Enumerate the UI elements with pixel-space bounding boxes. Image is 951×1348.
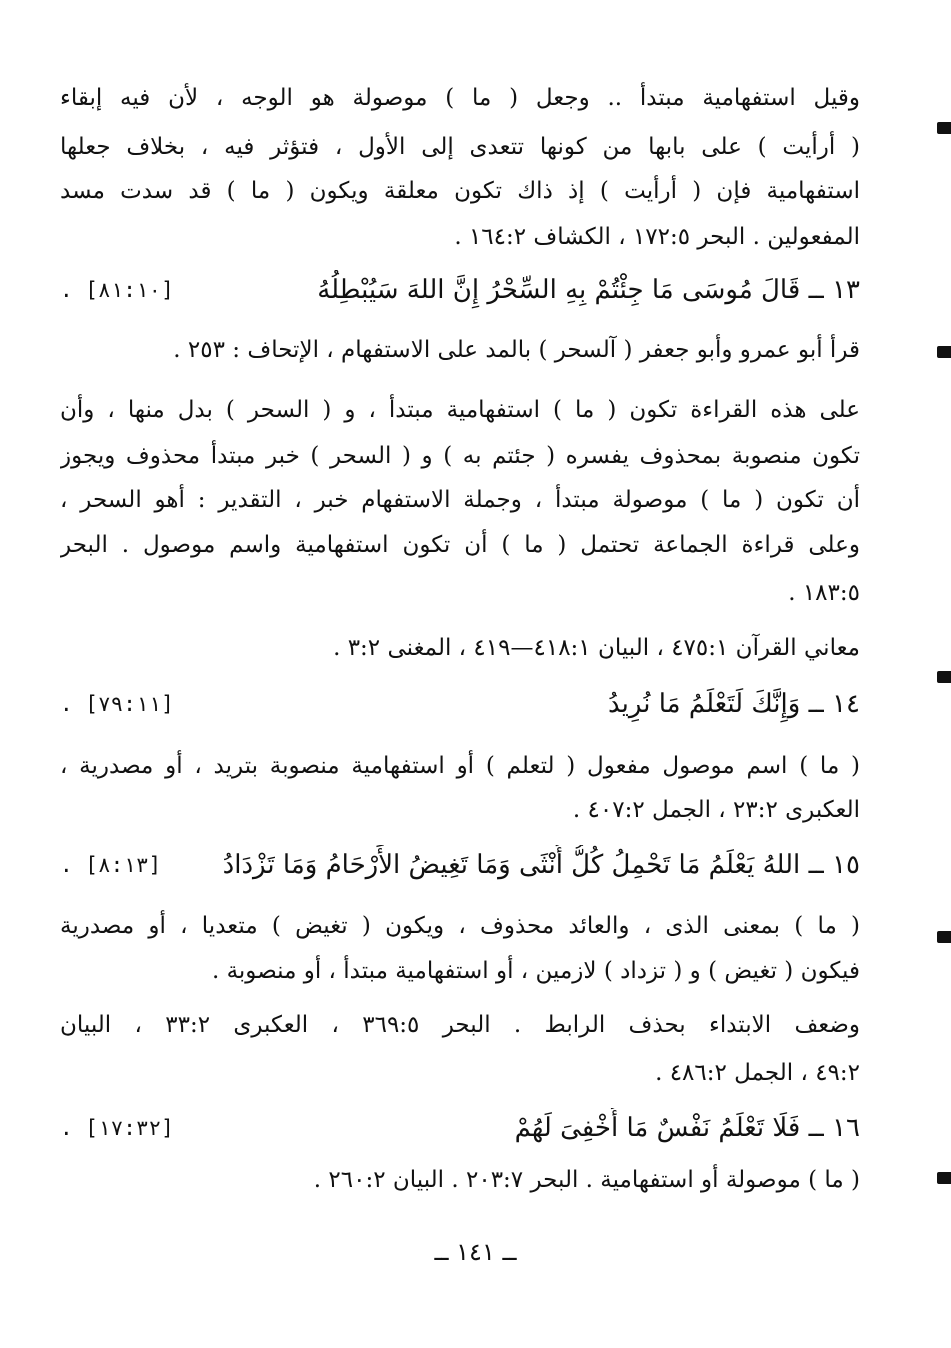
binding-mark (937, 122, 951, 134)
verse-text: اللهُ يَعْلَمُ مَا تَحْمِلُ كُلُّ أُنْثَى وَمَا تَغِيضُ الأَرْحَامُ وَمَا تَزْدَادُ (222, 850, 801, 880)
text-line: المفعولين . البحر ١٧٢:٥ ، الكشاف ١٦٤:٢ . (454, 224, 860, 250)
text-line: على هذه القراءة تكون ( ما ) استفهامية مبتدأ ، و ( السحر ) بدل منها ، وأن (60, 397, 860, 423)
verse-16 (60, 1108, 860, 1148)
binding-mark (937, 931, 951, 943)
text-line: فيكون ( تغيض ) و ( تزداد ) لازمين ، أو استفهامية مبتدأ ، أو منصوبة . (211, 958, 860, 984)
verse-text: وَإِنَّكَ لَتَعْلَمُ مَا نُرِيدُ (608, 689, 801, 719)
binding-mark (937, 346, 951, 358)
verse-15 (60, 845, 860, 885)
verse-reference: . [٨:١٣] (60, 853, 162, 877)
text-line: أن تكون ( ما ) موصولة مبتدأ ، وجملة الاستفهام خبر ، التقدير : أهو السحر ، (60, 487, 860, 513)
text-line: ( أرأيت ) على بابها من كونها تتعدى إلى الأول ، فتؤثر فيه ، بخلاف جعلها (60, 134, 860, 160)
verse-reference: . [٧٩:١١] (60, 692, 174, 716)
text-line: ١٨٣:٥ . (788, 580, 860, 606)
text-line: ٤٩:٢ ، الجمل ٤٨٦:٢ . (655, 1060, 860, 1086)
verse-number: ١٦ ــ (808, 1113, 860, 1143)
binding-mark (937, 1172, 951, 1184)
verse-reference: . [٨١:١٠] (60, 278, 174, 302)
verse-13 (60, 270, 860, 310)
text-line: وضعف الابتداء بحذف الرابط . البحر ٣٦٩:٥ ، العكبرى ٣٣:٢ ، البيان (60, 1012, 860, 1038)
text-line: معاني القرآن ٤٧٥:١ ، البيان ٤١٨:١—٤١٩ ، المغنى ٣:٢ . (333, 635, 860, 661)
text-line: وعلى قراءة الجماعة تحتمل ( ما ) أن تكون استفهامية واسم موصول . البحر (60, 532, 860, 558)
text-line: العكبرى ٢٣:٢ ، الجمل ٤٠٧:٢ . (572, 797, 860, 823)
verse-text: فَلَا تَعْلَمُ نَفْسٌ مَا أُخْفِىَ لَهُمْ (514, 1113, 801, 1143)
verse-number: ١٣ ــ (808, 275, 860, 305)
verse-text: قَالَ مُوسَى مَا جِئْتُمْ بِهِ السِّحْرُ إِنَّ اللهَ سَيُبْطِلُهُ (317, 275, 801, 305)
text-line: استفهامية فإن ( أرأيت ) إذ ذاك تكون معلقة ويكون ( ما ) قد سدت مسد (60, 178, 860, 204)
text-line: ( ما ) موصولة أو استفهامية . البحر ٢٠٣:٧ . البيان ٢٦٠:٢ . (313, 1167, 860, 1193)
verse-14 (60, 684, 860, 724)
verse-reference: . [١٧:٣٢] (60, 1116, 174, 1140)
text-line: وقيل استفهامية مبتدأ .. وجعل ( ما ) موصولة هو الوجه ، لأن فيه إبقاء (60, 85, 860, 111)
text-line: تكون منصوبة بمحذوف يفسره ( جئتم به ) و ( السحر ) خبر مبتدأ محذوف ويجوز (60, 443, 860, 469)
text-line: ( ما ) بمعنى الذى ، والعائد محذوف ، ويكون ( تغيض ) متعديا ، أو مصدرية (60, 913, 860, 939)
binding-mark (937, 671, 951, 683)
verse-number: ١٥ ــ (808, 850, 860, 880)
page-number: ــ ١٤١ ــ (434, 1238, 517, 1266)
text-line: ( ما ) اسم موصول مفعول ( لتعلم ) أو استفهامية منصوبة بتريد ، أو مصدرية ، (60, 753, 860, 779)
verse-number: ١٤ ــ (808, 689, 860, 719)
text-line: قرأ أبو عمرو وأبو جعفر ( آلسحر ) بالمد على الاستفهام ، الإتحاف : ٢٥٣ . (173, 337, 860, 363)
